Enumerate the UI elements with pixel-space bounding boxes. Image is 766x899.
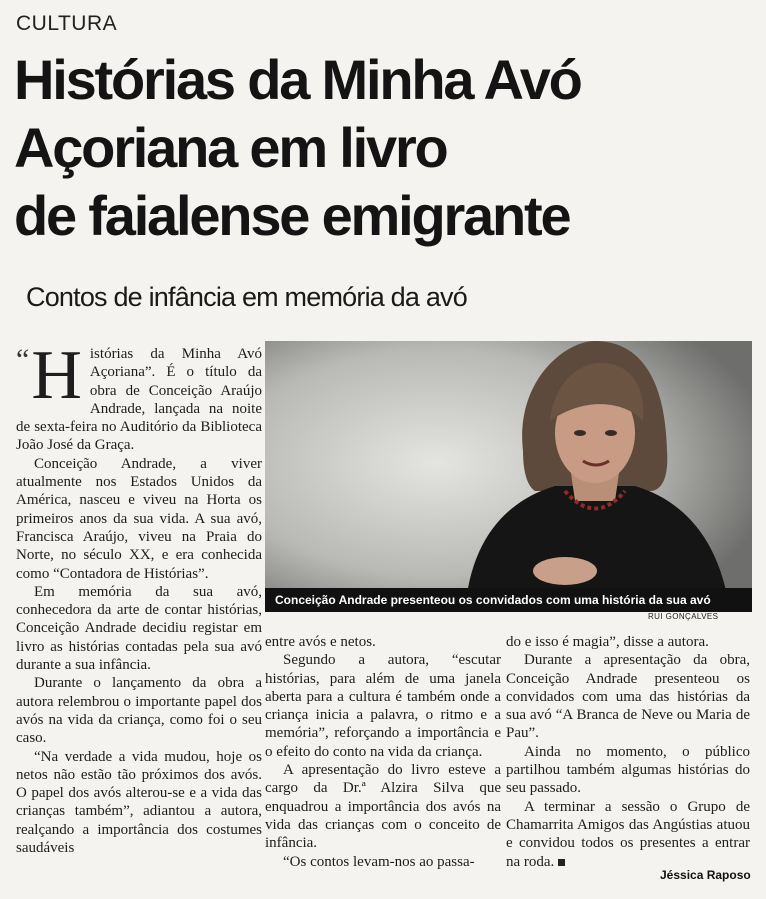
paragraph: “Na verdade a vida mudou, hoje os netos não estão tão próximos dos avós. O papel dos avós alterou-se e a vida das crianças também”, adiantou a autora, realçando a importância dos costumes saudáveis	[16, 748, 262, 857]
paragraph: do e isso é magia”, disse a autora.	[506, 634, 709, 650]
lead-paragraph	[16, 345, 262, 455]
article-column-1	[16, 345, 262, 857]
headline-line-2: Açoriana em livro	[14, 116, 447, 179]
drop-cap-quote: “	[16, 345, 30, 376]
paragraph-text: A terminar a sessão o Grupo de Chamarrita Amigos das Angústias atuou e convidou todos os presentes a entrar na roda.	[506, 798, 750, 870]
headline	[14, 46, 754, 250]
byline: Jéssica Raposo	[660, 868, 751, 882]
paragraph-text: istórias da Minha Avó Açoriana”. É o título da obra de Conceição Araújo Andrade, lançada na noite de sexta-feira no Auditório da Biblioteca João José da Graça.	[16, 346, 262, 454]
photo-caption: Conceição Andrade presenteou os convidados com uma história da sua avó	[265, 588, 752, 612]
paragraph: Segundo a autora, “escutar histórias, para além de uma janela aberta para a cultura é também onde a criança inicia a palavra, o ritmo e a memória”, reforçando a importância e o efeito do conto na vida da criança.	[265, 652, 501, 760]
article-photo	[265, 341, 752, 612]
article-column-2	[265, 633, 501, 871]
section-label: CULTURA	[16, 12, 118, 35]
headline-line-3: de faialense emigrante	[14, 184, 570, 247]
paragraph-final	[506, 798, 750, 871]
paragraph: entre avós e netos.	[265, 634, 376, 650]
subheadline: Contos de infância em memória da avó	[26, 282, 467, 312]
paragraph: Durante a apresentação da obra, Conceição Andrade presenteou os convidados com uma das histórias da sua avó “A Branca de Neve ou Maria de Pau”.	[506, 652, 750, 742]
article-column-3	[506, 633, 750, 871]
paragraph: Ainda no momento, o público partilhou também algumas histórias do seu passado.	[506, 743, 750, 797]
headline-line-1: Histórias da Minha Avó	[14, 48, 581, 111]
portrait-illustration	[265, 341, 752, 612]
paragraph: “Os contos levam-nos ao passa-	[283, 853, 475, 870]
paragraph: Durante o lançamento da obra a autora relembrou o importante papel dos avós na vida da criança, como foi o seu caso.	[16, 675, 262, 747]
paragraph: Em memória da sua avó, conhecedora da arte de contar histórias, Conceição Andrade decidiu registar em livro as histórias contadas pela sua avó durante a sua infância.	[16, 583, 262, 674]
drop-cap-letter: H	[31, 345, 82, 414]
drop-cap	[16, 345, 82, 417]
paragraph: A apresentação do livro esteve a cargo da Dr.ª Alzira Silva que enquadrou a importância dos avós na vida das crianças com o conceito de infância.	[265, 762, 501, 852]
paragraph: Conceição Andrade, a viver atualmente nos Estados Unidos da América, nasceu e viveu na Horta os primeiros anos da sua vida. A sua avó, Francisca Araújo, viveu na Praia do Norte, no século XX, e era conhecida como “Contadora de Histórias”.	[16, 455, 262, 582]
photo-credit: RUI GONÇALVES	[648, 612, 719, 621]
end-mark-icon	[558, 859, 565, 866]
